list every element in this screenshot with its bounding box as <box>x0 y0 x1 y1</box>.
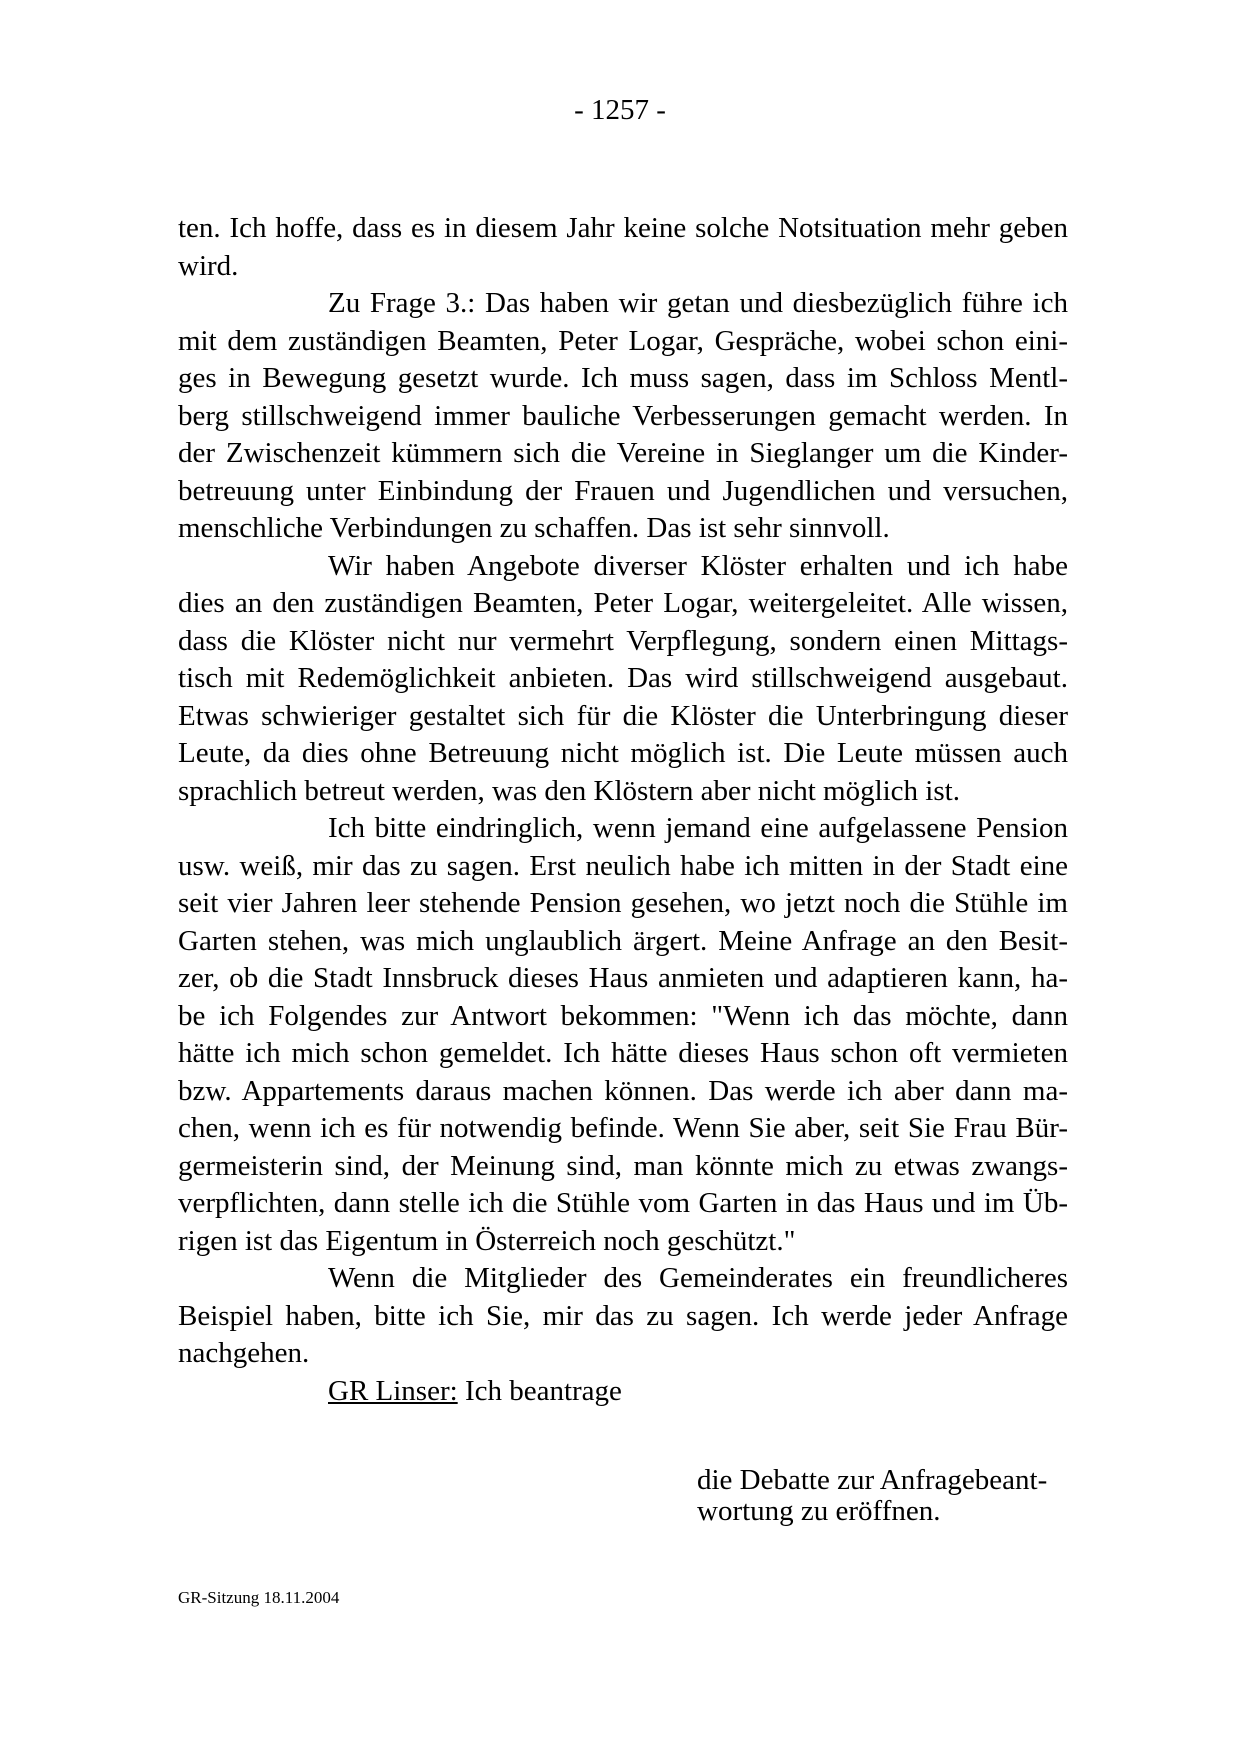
text-line: zer, ob die Stadt Innsbruck dieses Haus anmieten und adaptieren kann, ha- <box>178 962 1068 994</box>
body-text <box>178 210 1068 1410</box>
text-line: wird. <box>178 249 239 282</box>
text-line: Ich bitte eindringlich, wenn jemand eine aufgelassene Pension <box>328 812 1068 844</box>
text-line: Beispiel haben, bitte ich Sie, mir das zu sagen. Ich werde jeder Anfrage <box>178 1299 1068 1332</box>
speaker-text: Ich beantrage <box>457 1374 622 1407</box>
text-line: rigen ist das Eigentum in Österreich noch geschützt." <box>178 1224 796 1257</box>
motion-line: wortung zu eröffnen. <box>697 1495 941 1527</box>
text-line: menschliche Verbindungen zu schaffen. Das ist sehr sinnvoll. <box>178 512 890 544</box>
text-line: dass die Klöster nicht nur vermehrt Verpflegung, sondern einen Mittags- <box>178 624 1068 657</box>
speaker-name: GR Linser: <box>328 1374 458 1407</box>
text-line: be ich Folgendes zur Antwort bekommen: "Wenn ich das möchte, dann <box>178 999 1068 1032</box>
text-line: Wir haben Angebote diverser Klöster erhalten und ich habe <box>328 549 1068 582</box>
motion-line: die Debatte zur Anfragebeant- <box>697 1464 1048 1496</box>
page-number: - 1257 - <box>574 94 666 126</box>
text-line: tisch mit Redemöglichkeit anbieten. Das wird stillschweigend ausgebaut. <box>178 662 1068 694</box>
text-line: chen, wenn ich es für notwendig befinde. Wenn Sie aber, seit Sie Frau Bür- <box>178 1112 1068 1144</box>
text-line: der Zwischenzeit kümmern sich die Vereine in Sieglanger um die Kinder- <box>178 437 1068 469</box>
text-line: verpflichten, dann stelle ich die Stühle vom Garten in das Haus und im Üb- <box>178 1187 1068 1219</box>
text-line: germeisterin sind, der Meinung sind, man könnte mich zu etwas zwangs- <box>178 1149 1068 1182</box>
text-line: Garten stehen, was mich unglaublich ärgert. Meine Anfrage an den Besit- <box>178 924 1068 957</box>
text-line: hätte ich mich schon gemeldet. Ich hätte dieses Haus schon oft vermieten <box>178 1037 1068 1069</box>
text-line: seit vier Jahren leer stehende Pension gesehen, wo jetzt noch die Stühle im <box>178 887 1068 919</box>
motion-text <box>697 1465 1047 1527</box>
speaker-line <box>178 1373 1068 1411</box>
text-line: dies an den zuständigen Beamten, Peter Logar, weitergeleitet. Alle wissen, <box>178 587 1068 619</box>
footer-session-date: GR-Sitzung 18.11.2004 <box>178 1588 340 1607</box>
text-line: sprachlich betreut werden, was den Klöstern aber nicht möglich ist. <box>178 774 960 807</box>
text-line: Leute, da dies ohne Betreuung nicht möglich ist. Die Leute müssen auch <box>178 737 1068 769</box>
text-line: Zu Frage 3.: Das haben wir getan und diesbezüglich führe ich <box>328 287 1068 319</box>
text-line: betreuung unter Einbindung der Frauen und Jugendlichen und versuchen, <box>178 474 1068 507</box>
text-line: Wenn die Mitglieder des Gemeinderates ein freundlicheres <box>328 1262 1068 1294</box>
text-line: ten. Ich hoffe, dass es in diesem Jahr keine solche Notsituation mehr geben <box>178 212 1068 244</box>
text-line: bzw. Appartements daraus machen können. Das werde ich aber dann ma- <box>178 1074 1068 1107</box>
text-line: ges in Bewegung gesetzt wurde. Ich muss sagen, dass im Schloss Mentl- <box>178 362 1068 394</box>
text-line: mit dem zuständigen Beamten, Peter Logar, Gespräche, wobei schon eini- <box>178 324 1068 357</box>
text-line: Etwas schwieriger gestaltet sich für die Klöster die Unterbringung dieser <box>178 699 1068 732</box>
text-line: usw. weiß, mir das zu sagen. Erst neulich habe ich mitten in der Stadt eine <box>178 849 1068 882</box>
text-line: berg stillschweigend immer bauliche Verbesserungen gemacht werden. In <box>178 399 1068 432</box>
text-line: nachgehen. <box>178 1337 310 1369</box>
